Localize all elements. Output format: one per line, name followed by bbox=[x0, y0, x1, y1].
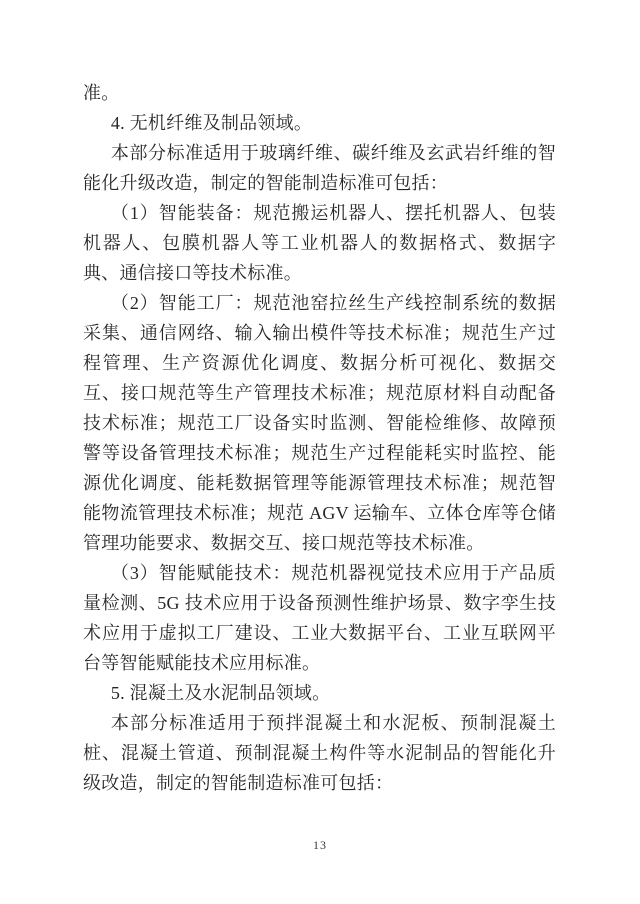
document-body bbox=[83, 78, 556, 798]
section-heading-5: 5. 混凝土及水泥制品领域。 bbox=[110, 683, 331, 703]
paragraph-section4-scope: 本部分标准适用于玻璃纤维、碳纤维及玄武岩纤维的智能化升级改造，制定的智能制造标准可包括： bbox=[83, 143, 556, 193]
paragraph-item1-smart-equipment: （1）智能装备：规范搬运机器人、摆托机器人、包装机器人、包膜机器人等工业机器人的数据格式、数据字典、通信接口等技术标准。 bbox=[83, 203, 556, 283]
paragraph-item2-smart-factory: （2）智能工厂：规范池窑拉丝生产线控制系统的数据采集、通信网络、输入输出模件等技术标准；规范生产过程管理、生产资源优化调度、数据分析可视化、数据交互、接口规范等生产管理技术标准；规范原材料自动配备技术标准；规范工厂设备实时监测、智能检维修、故障预警等设备管理技术标准；规范生产过程能耗实时监控、能源优化调度、能耗数据管理等能源管理技术标准；规范智能物流管理技术标准；规范 AGV 运输车、立体仓库等仓储管理功能要求、数据交互、接口规范等技术标准。 bbox=[83, 293, 556, 553]
paragraph-continuation: 准。 bbox=[83, 83, 120, 103]
paragraph-section5-scope: 本部分标准适用于预拌混凝土和水泥板、预制混凝土桩、混凝土管道、预制混凝土构件等水泥制品的智能化升级改造，制定的智能制造标准可包括： bbox=[83, 713, 556, 793]
section-heading-4: 4. 无机纤维及制品领域。 bbox=[110, 113, 313, 133]
page-number: 13 bbox=[313, 838, 327, 852]
paragraph-item3-enabling-technology: （3）智能赋能技术：规范机器视觉技术应用于产品质量检测、5G 技术应用于设备预测性维护场景、数字孪生技术应用于虚拟工厂建设、工业大数据平台、工业互联网平台等智能赋能技术应用标准。 bbox=[83, 563, 556, 673]
